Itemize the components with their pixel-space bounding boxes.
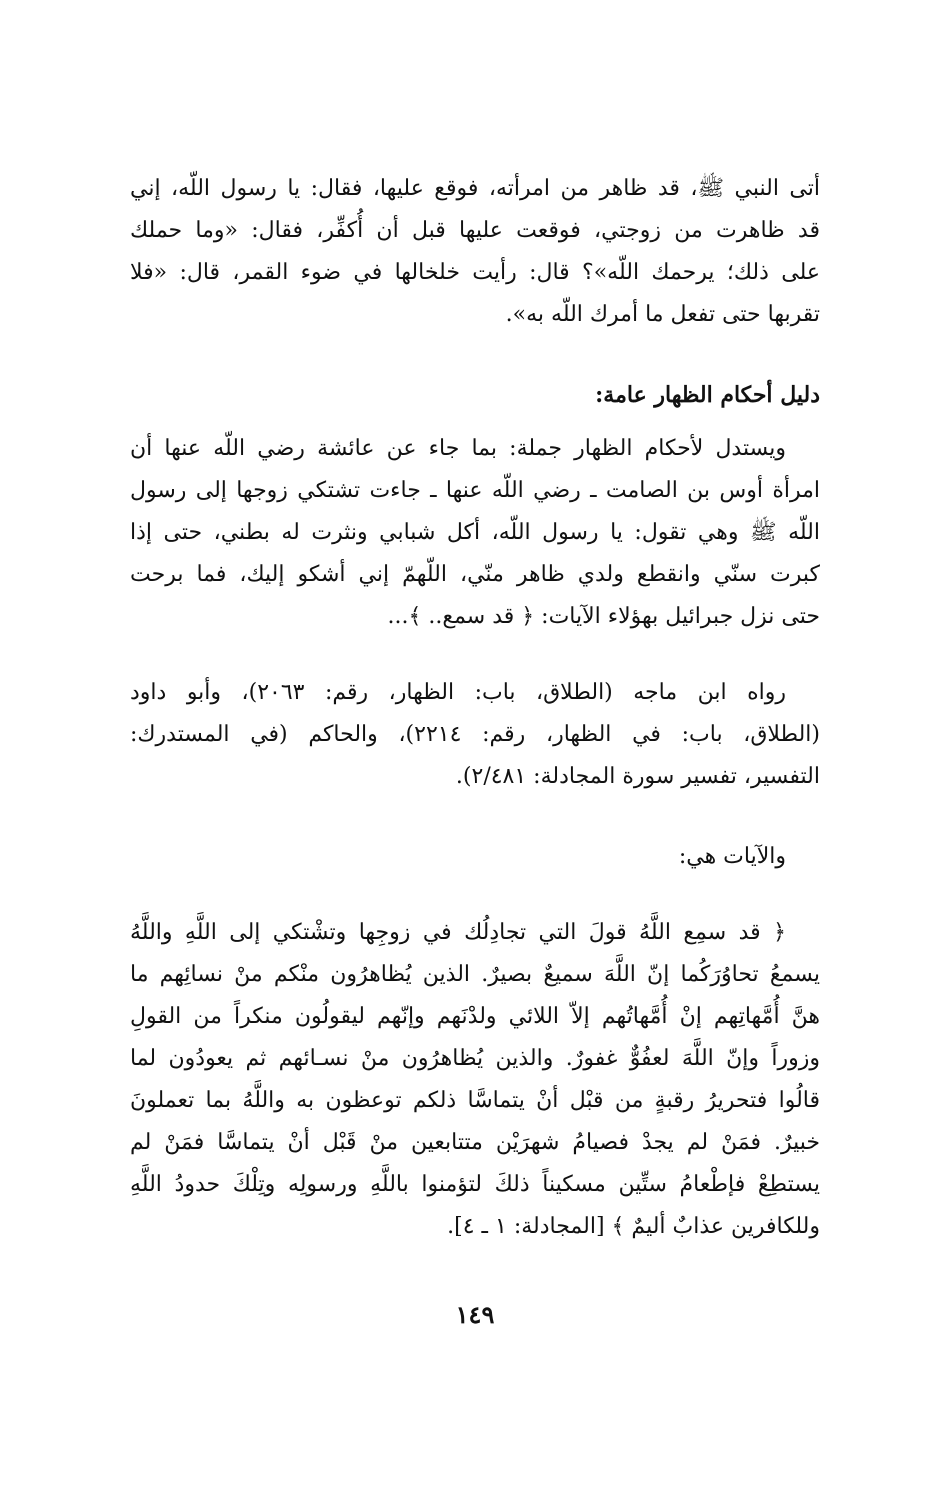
verse-line: وزوراً وإنّ اللَّهَ لعفُوٌّ غفورٌ. والذين يُظاهرُون منْ نسـائهم ثم يعودُون لما [130,1046,820,1071]
text-line: امرأة أوس بن الصامت ـ رضي اللّه عنها ـ جاءت تشتكي زوجها إلى رسول [130,478,820,503]
evidence-paragraph [130,428,820,638]
quran-verses [130,912,820,1248]
citation-paragraph [130,672,820,798]
verses-intro-block [130,836,820,878]
text-line: أتى النبي ﷺ، قد ظاهر من امرأته، فوقع عليها، فقال: يا رسول اللّه، إني [130,176,820,201]
section-heading-block [130,374,820,416]
text-line: رواه ابن ماجه (الطلاق، باب: الظهار، رقم: ٢٠٦٣)، وأبو داود [130,680,786,705]
text-line: كبرت سنّي وانقطع ولدي ظاهر منّي، اللّهمّ إني أشكو إليك، فما برحت [130,562,820,587]
text-line: تقربها حتى تفعل ما أمرك اللّه به». [505,302,820,327]
verse-line: ﴿ قد سمِع اللَّهُ قولَ التي تجادِلُك في زوجِها وتشْتكي إلى اللَّهِ واللَّهُ [130,920,786,945]
text-line: (الطلاق، باب: في الظهار، رقم: ٢٢١٤)، والحاكم (في المستدرك: [130,722,821,747]
page-number: ١٤٩ [455,1300,495,1329]
hadith-paragraph [130,168,820,336]
verse-line: يسمعُ تحاوُرَكُما إنّ اللَّهَ سميعٌ بصيرٌ. الذين يُظاهرُون منْكم منْ نسائِهم ما [130,962,820,987]
verse-line: هنَّ أُمَّهاتِهم إنْ أُمَّهاتُهم إلاّ اللائي ولدْنَهم وإنّهم ليقولُون منكراً من القولِ [130,1004,820,1029]
verse-line: يستطِعْ فإطْعامُ ستِّين مسكيناً ذلكَ لتؤمنوا باللَّهِ ورسولِه وتِلْكَ حدودُ اللَّهِ [130,1172,820,1197]
verse-line: وللكافرين عذابٌ أليمٌ ﴾ [المجادلة: ١ ـ ٤]. [447,1214,820,1239]
verse-line: قالُوا فتحريرُ رقبةٍ من قبْل أنْ يتماسَّا ذلكم توعظون به واللَّهُ بما تعملونَ [130,1088,820,1113]
verses-intro: والآيات هي: [678,844,786,869]
text-line: حتى نزل جبرائيل بهؤلاء الآيات: ﴿ قد سمع.. ﴾... [387,604,820,629]
text-line: اللّه ﷺ وهي تقول: يا رسول اللّه، أكل شبابي ونثرت له بطني، حتى إذا [130,520,820,545]
text-line: التفسير، تفسير سورة المجادلة: ٢/٤٨١). [455,764,820,789]
text-line: على ذلك؛ يرحمك اللّه»؟ قال: رأيت خلخالها في ضوء القمر، قال: «فلا [130,260,820,285]
text-line: قد ظاهرت من زوجتي، فوقعت عليها قبل أن أُكفِّر، فقال: «وما حملك [130,218,820,243]
verse-line: خبيرٌ. فمَنْ لم يجدْ فصيامُ شهرَيْن متتابعين منْ قَبْل أنْ يتماسَّا فمَنْ لم [130,1130,820,1155]
section-heading: دليل أحكام الظهار عامة: [595,382,820,408]
text-line: ويستدل لأحكام الظهار جملة: بما جاء عن عائشة رضي اللّه عنها أن [130,436,786,461]
